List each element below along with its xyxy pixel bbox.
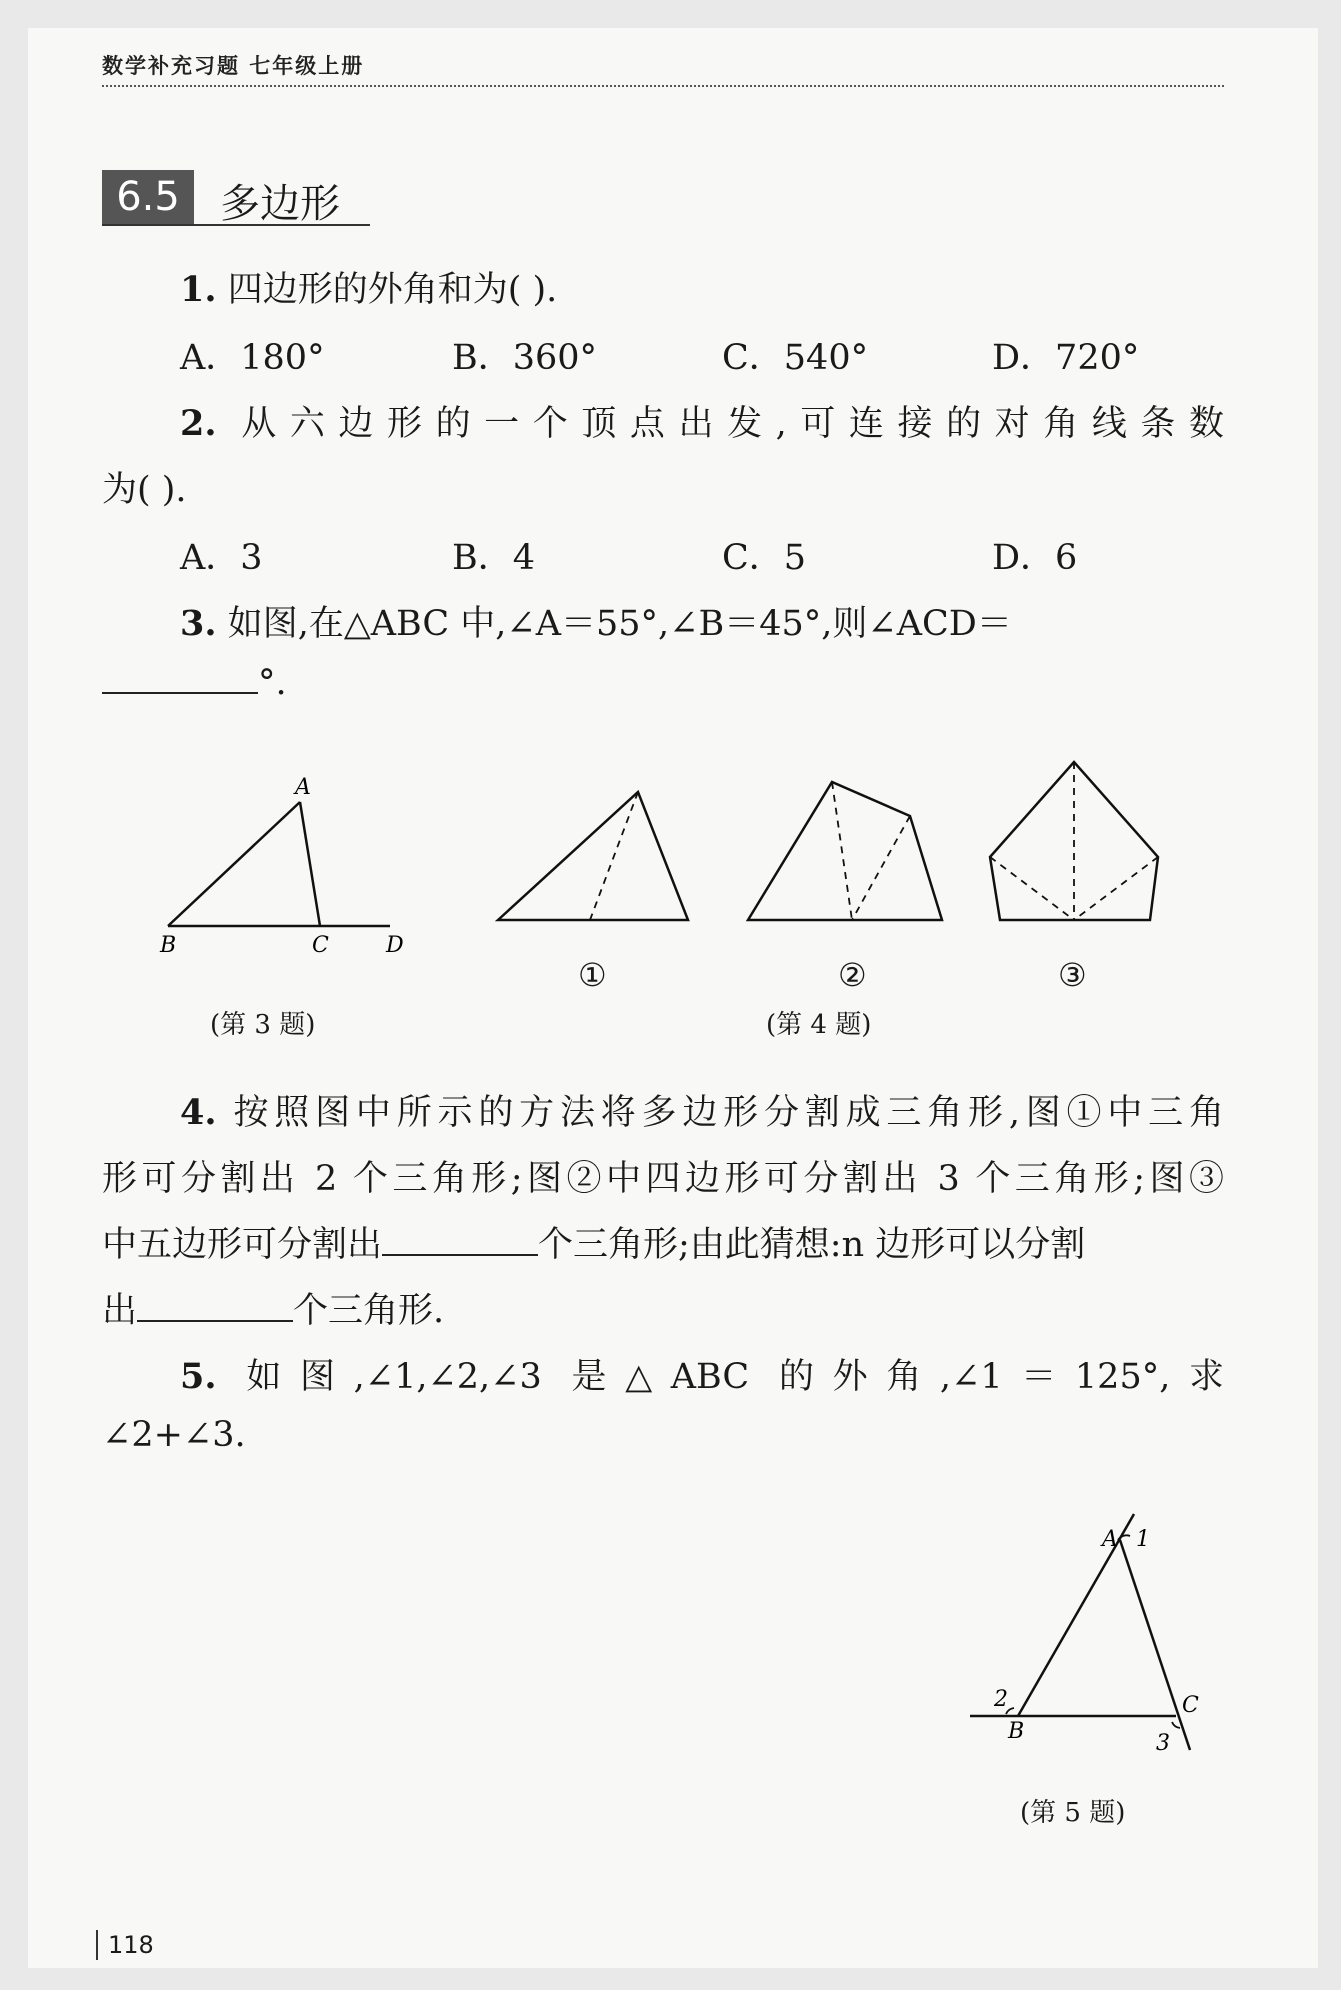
section-title: 多边形 [220, 181, 340, 227]
q3-stem [180, 596, 1012, 646]
q2-number: 2. [180, 403, 217, 444]
fig3-side-ac [300, 802, 320, 926]
q4-blank-2[interactable] [137, 1290, 293, 1322]
q3-tail: °. [258, 663, 287, 703]
fig5-line-ac-extended [1120, 1540, 1190, 1750]
q4-line2: 形可分割出 2 个三角形;图②中四边形可分割出 3 个三角形;图③ [102, 1159, 1224, 1199]
fig4-pent-dashed-2 [990, 857, 1074, 920]
fig4-label-1: ① [578, 956, 607, 994]
fig4-pent-dashed-3 [1074, 857, 1158, 920]
q2-text: 从六边形的一个顶点出发,可连接的对角线条数 [241, 404, 1224, 444]
page-number: 118 [96, 1930, 154, 1960]
fig4-quad-dashed-1 [832, 782, 852, 920]
section-number: 6.5 [102, 170, 194, 224]
q1-option-c: C．540° [722, 338, 869, 378]
q5-figure-caption: (第 5 题) [1020, 1798, 1126, 1828]
fig3-label-b: B [160, 933, 177, 958]
q4-line1 [180, 1085, 1224, 1135]
fig4-triangle [498, 792, 688, 920]
fig4-label-2: ② [838, 956, 867, 994]
q1-stem [180, 262, 557, 312]
fig5-label-b: B [1008, 1719, 1025, 1744]
q4-text-4a: 出 [102, 1291, 138, 1331]
q4-text-3a: 中五边形可分割出 [102, 1225, 383, 1265]
fig5-label-2: 2 [994, 1687, 1008, 1712]
q2-option-c: C．5 [722, 538, 807, 578]
q4-line3 [102, 1217, 1085, 1267]
q3-text: 如图,在△ABC 中,∠A＝55°,∠B＝45°,则∠ACD＝ [227, 604, 1012, 644]
q5-line1 [180, 1349, 1224, 1399]
q3-number: 3. [180, 603, 217, 644]
figure-3 [150, 770, 420, 960]
fig5-label-1: 1 [1136, 1527, 1150, 1552]
q4-line4 [102, 1283, 444, 1333]
q3-figure-caption: (第 3 题) [210, 1010, 316, 1040]
q2-option-d: D．6 [992, 538, 1078, 578]
q4-text-1: 按照图中所示的方法将多边形分割成三角形,图①中三角 [233, 1093, 1224, 1133]
fig4-triangle-dashed [590, 792, 638, 920]
q1-text: 四边形的外角和为( ). [227, 270, 558, 310]
q5-text-1: 如图,∠1,∠2,∠3 是△ABC 的外角,∠1＝125°,求 [246, 1357, 1224, 1397]
fig5-label-c: C [1182, 1693, 1199, 1718]
q2-option-b: B．4 [452, 538, 535, 578]
fig3-side-ab [168, 802, 300, 926]
q2-stem-line2: 为( ). [102, 470, 187, 510]
section-underline [102, 224, 370, 226]
q5-line2: ∠2+∠3. [102, 1415, 246, 1455]
q3-answer-line [102, 662, 287, 703]
q4-figure-caption: (第 4 题) [766, 1010, 872, 1040]
fig3-label-c: C [312, 933, 329, 958]
running-header: 数学补充习题 七年级上册 [102, 54, 365, 78]
fig3-label-d: D [386, 933, 404, 958]
fig5-angle-3-arc [1172, 1722, 1180, 1728]
fig4-quadrilateral [748, 782, 942, 920]
fig4-quad-dashed-2 [852, 816, 910, 920]
fig3-label-a: A [295, 775, 311, 800]
fig5-label-3: 3 [1156, 1731, 1170, 1756]
figure-4 [480, 750, 1200, 940]
fig5-label-a: A [1102, 1527, 1118, 1552]
q2-option-a: A．3 [180, 538, 263, 578]
q4-blank-1[interactable] [382, 1224, 538, 1256]
q4-number: 4. [180, 1092, 217, 1133]
q3-answer-blank[interactable] [102, 662, 258, 694]
fig4-label-3: ③ [1058, 956, 1087, 994]
q2-stem-line1 [180, 396, 1224, 446]
q1-option-b: B．360° [452, 338, 598, 378]
q5-number: 5. [180, 1356, 217, 1397]
q1-number: 1. [180, 269, 217, 310]
figure-5 [960, 1500, 1220, 1770]
q1-option-d: D．720° [992, 338, 1140, 378]
header-divider [102, 85, 1224, 87]
q1-option-a: A．180° [180, 338, 325, 378]
q4-text-3b: 个三角形;由此猜想:n 边形可以分割 [538, 1225, 1086, 1265]
q4-text-4b: 个三角形. [293, 1291, 445, 1331]
